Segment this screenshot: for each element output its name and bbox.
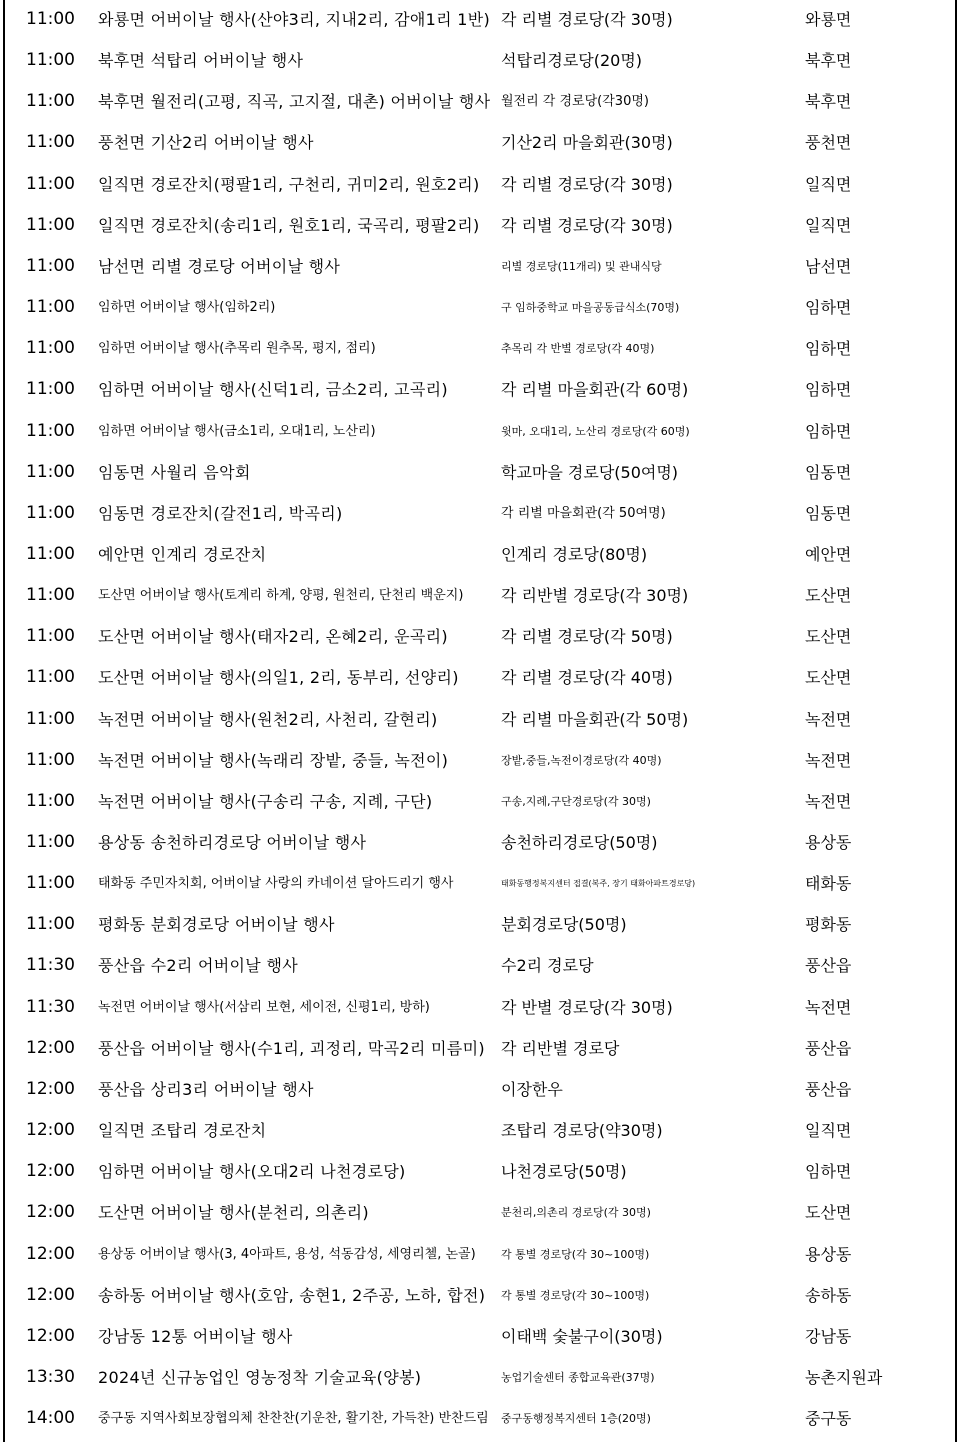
table-row [0,0,960,40]
time-cell: 11:30 [26,955,75,976]
table-row [0,699,960,740]
event-cell: 중구동 지역사회보장협의체 찬찬찬(기운찬, 활기찬, 가득찬) 반찬드림 [98,1411,489,1427]
event-cell: 평화동 분회경로당 어버이날 행사 [98,915,335,935]
time-cell: 11:30 [26,996,75,1017]
table-row [0,1110,960,1151]
table-row [0,1192,960,1233]
table-row [0,781,960,822]
department-cell: 임하면 [805,1162,852,1182]
place-cell: 각 리별 마을회관(각 50명) [501,709,689,729]
department-cell: 임하면 [805,421,852,441]
department-cell: 임동면 [805,462,852,482]
time-cell: 11:00 [26,420,75,441]
department-cell: 송하동 [805,1285,852,1305]
table-row [0,1069,960,1110]
place-cell: 각 리반별 경로당(각 30명) [501,586,689,606]
time-cell: 11:00 [26,543,75,564]
time-cell: 12:00 [26,1202,75,1223]
event-cell: 녹전면 어버이날 행사(녹래리 장밭, 중들, 녹전이) [98,750,449,770]
department-cell: 용상동 [805,833,852,852]
place-cell: 구 임하중학교 마을공동급식소(70명) [501,301,680,315]
time-cell: 12:00 [26,1161,75,1182]
event-cell: 임하면 어버이날 행사(추목리 원추목, 평지, 점리) [98,341,376,357]
time-cell: 12:00 [26,1243,75,1264]
event-cell: 예안면 인계리 경로잔치 [98,544,267,564]
department-cell: 일직면 [805,215,852,235]
time-cell: 11:00 [26,790,75,811]
department-cell: 평화동 [805,915,852,935]
table-row [0,740,960,781]
event-cell: 임동면 사월리 음악회 [98,462,251,482]
time-cell: 11:00 [26,461,75,482]
place-cell: 기산2리 마을회관(30명) [501,133,673,153]
place-cell: 월전리 각 경로당(각30명) [501,94,649,110]
table-row [0,246,960,287]
department-cell: 일직면 [805,1121,852,1141]
department-cell: 도산면 [805,627,852,647]
place-cell: 각 통별 경로당(각 30~100명) [501,1247,650,1261]
place-cell: 분회경로당(50명) [501,915,627,935]
department-cell: 일직면 [805,174,852,194]
table-row [0,863,960,904]
table-row [0,1275,960,1316]
department-cell: 임하면 [805,339,852,359]
time-cell: 11:00 [26,214,75,235]
event-cell: 풍천면 기산2리 어버이날 행사 [98,133,314,153]
department-cell: 풍산읍 [805,1079,852,1099]
time-cell: 11:00 [26,132,75,153]
place-cell: 조탑리 경로당(약30명) [501,1121,663,1141]
event-cell: 송하동 어버이날 행사(호암, 송현1, 2주공, 노하, 합전) [98,1285,486,1305]
place-cell: 학교마을 경로당(50여명) [501,462,679,482]
table-row [0,287,960,328]
table-row [0,945,960,986]
department-cell: 도산면 [805,668,852,688]
table-row [0,369,960,410]
time-cell: 12:00 [26,1120,75,1141]
table-row [0,1234,960,1275]
event-cell: 녹전면 어버이날 행사(원천2리, 사천리, 갈현리) [98,709,438,729]
department-cell: 태화동 [805,874,852,894]
time-cell: 11:00 [26,667,75,688]
time-cell: 11:00 [26,379,75,400]
department-cell: 녹전면 [805,750,852,770]
table-row [0,904,960,945]
event-cell: 녹전면 어버이날 행사(구송리 구송, 지례, 구단) [98,791,433,811]
table-row [0,493,960,534]
time-cell: 11:00 [26,585,75,606]
place-cell: 석탑리경로당(20명) [501,51,643,71]
time-cell: 11:00 [26,297,75,318]
department-cell: 남선면 [805,256,852,276]
department-cell: 풍산읍 [805,1038,852,1058]
department-cell: 풍산읍 [805,956,852,976]
place-cell: 이장한우 [501,1079,563,1099]
event-cell: 일직면 조탑리 경로잔치 [98,1121,267,1141]
place-cell: 이태백 숯불구이(30명) [501,1326,663,1346]
time-cell: 11:00 [26,626,75,647]
event-cell: 남선면 리별 경로당 어버이날 행사 [98,256,341,276]
event-cell: 태화동 주민자치회, 어버이날 사랑의 카네이션 달아드리기 행사 [98,876,454,892]
place-cell: 분천리,의촌리 경로당(각 30명) [501,1206,651,1220]
place-cell: 추목리 각 반별 경로당(각 40명) [501,342,655,356]
time-cell: 11:00 [26,749,75,770]
time-cell: 11:00 [26,50,75,71]
place-cell: 윗마, 오대1리, 노산리 경로당(각 60명) [501,424,690,438]
table-row [0,1398,960,1439]
table-row [0,1151,960,1192]
event-cell: 임하면 어버이날 행사(금소1리, 오대1리, 노산리) [98,423,376,439]
place-cell: 장밭,중들,녹전이경로당(각 40명) [501,753,662,767]
department-cell: 도산면 [805,586,852,606]
table-row [0,534,960,575]
table-row [0,328,960,369]
table-row [0,616,960,657]
place-cell: 인계리 경로당(80명) [501,544,648,564]
table-row [0,411,960,452]
place-cell: 각 리별 마을회관(각 60명) [501,380,689,400]
table-row [0,575,960,616]
table-row [0,81,960,122]
time-cell: 12:00 [26,1325,75,1346]
event-cell: 도산면 어버이날 행사(분천리, 의촌리) [98,1203,369,1223]
department-cell: 중구동 [805,1409,852,1429]
event-cell: 임하면 어버이날 행사(임하2리) [98,300,276,316]
time-cell: 11:00 [26,338,75,359]
place-cell: 나천경로당(50명) [501,1162,627,1182]
event-cell: 풍산읍 상리3리 어버이날 행사 [98,1079,314,1099]
time-cell: 12:00 [26,1037,75,1058]
department-cell: 녹전면 [805,791,852,811]
department-cell: 와룡면 [805,10,852,29]
time-cell: 12:00 [26,1078,75,1099]
event-cell: 도산면 어버이날 행사(의일1, 2리, 동부리, 선양리) [98,668,459,688]
event-cell: 임하면 어버이날 행사(신덕1리, 금소2리, 고곡리) [98,380,448,400]
table-row [0,1316,960,1357]
place-cell: 농업기술센터 종합교육관(37명) [501,1370,655,1384]
department-cell: 농촌지원과 [805,1367,883,1387]
event-cell: 와룡면 어버이날 행사(산야3리, 지내2리, 감애1리 1반) [98,10,491,29]
time-cell: 13:30 [26,1366,75,1387]
event-cell: 도산면 어버이날 행사(태자2리, 온혜2리, 운곡리) [98,627,448,647]
table-row [0,122,960,163]
event-cell: 임동면 경로잔치(갈전1리, 박곡리) [98,503,343,523]
event-cell: 임하면 어버이날 행사(오대2리 나천경로당) [98,1162,406,1182]
event-cell: 용상동 송천하리경로당 어버이날 행사 [98,833,367,852]
place-cell: 각 리별 마을회관(각 50여명) [501,505,666,521]
table-row [0,1028,960,1069]
place-cell: 수2리 경로당 [501,956,594,976]
event-cell: 일직면 경로잔치(평팔1리, 구천리, 귀미2리, 원호2리) [98,174,480,194]
event-cell: 용상동 어버이날 행사(3, 4아파트, 용성, 석동감성, 세영리첼, 논골) [98,1246,476,1262]
place-cell: 리별 경로당(11개리) 및 관내식당 [501,259,662,273]
department-cell: 도산면 [805,1203,852,1223]
time-cell: 11:00 [26,502,75,523]
event-cell: 강남동 12통 어버이날 행사 [98,1326,293,1346]
place-cell: 각 리별 경로당(각 50명) [501,627,673,647]
table-row [0,452,960,493]
table-row [0,205,960,246]
time-cell: 14:00 [26,1408,75,1429]
table-row [0,987,960,1028]
event-cell: 녹전면 어버이날 행사(서삼리 보현, 세이전, 신평1리, 방하) [98,999,430,1015]
department-cell: 임동면 [805,503,852,523]
department-cell: 북후면 [805,51,852,71]
event-cell: 북후면 월전리(고평, 직곡, 고지절, 대촌) 어버이날 행사 [98,92,491,112]
table-row [0,822,960,863]
time-cell: 11:00 [26,255,75,276]
department-cell: 녹전면 [805,997,852,1017]
time-cell: 11:00 [26,914,75,935]
department-cell: 임하면 [805,298,852,318]
table-row [0,1357,960,1398]
place-cell: 각 리별 경로당(각 30명) [501,10,673,29]
place-cell: 각 리별 경로당(각 40명) [501,668,673,688]
department-cell: 풍천면 [805,133,852,153]
event-cell: 일직면 경로잔치(송리1리, 원호1리, 국곡리, 평팔2리) [98,215,480,235]
time-cell: 11:00 [26,873,75,894]
place-cell: 각 반별 경로당(각 30명) [501,997,673,1017]
table-row [0,40,960,81]
place-cell: 각 리반별 경로당 [501,1038,620,1058]
department-cell: 북후면 [805,92,852,112]
time-cell: 11:00 [26,173,75,194]
place-cell: 중구동행정복지센터 1층(20명) [501,1412,651,1426]
department-cell: 예안면 [805,544,852,564]
place-cell: 송천하리경로당(50명) [501,833,658,852]
event-cell: 북후면 석탑리 어버이날 행사 [98,51,304,71]
place-cell: 각 리별 경로당(각 30명) [501,215,673,235]
time-cell: 11:00 [26,9,75,29]
event-cell: 2024년 신규농업인 영농정착 기술교육(양봉) [98,1367,422,1387]
place-cell: 구송,지례,구단경로당(각 30명) [501,794,651,808]
department-cell: 녹전면 [805,709,852,729]
event-cell: 풍산읍 수2리 어버이날 행사 [98,956,298,976]
time-cell: 11:00 [26,91,75,112]
place-cell: 태화동행정복지센터 접결(복주, 장기 태화아파트경로당) [501,879,696,889]
time-cell: 11:00 [26,708,75,729]
time-cell: 11:00 [26,832,75,852]
department-cell: 용상동 [805,1244,852,1264]
place-cell: 각 통별 경로당(각 30~100명) [501,1288,650,1302]
department-cell: 임하면 [805,380,852,400]
table-row [0,164,960,205]
event-cell: 도산면 어버이날 행사(토계리 하계, 양평, 원천리, 단천리 백운지) [98,588,464,604]
event-cell: 풍산읍 어버이날 행사(수1리, 괴정리, 막곡2리 미름미) [98,1038,485,1058]
time-cell: 12:00 [26,1284,75,1305]
table-row [0,657,960,698]
place-cell: 각 리별 경로당(각 30명) [501,174,673,194]
department-cell: 강남동 [805,1326,852,1346]
